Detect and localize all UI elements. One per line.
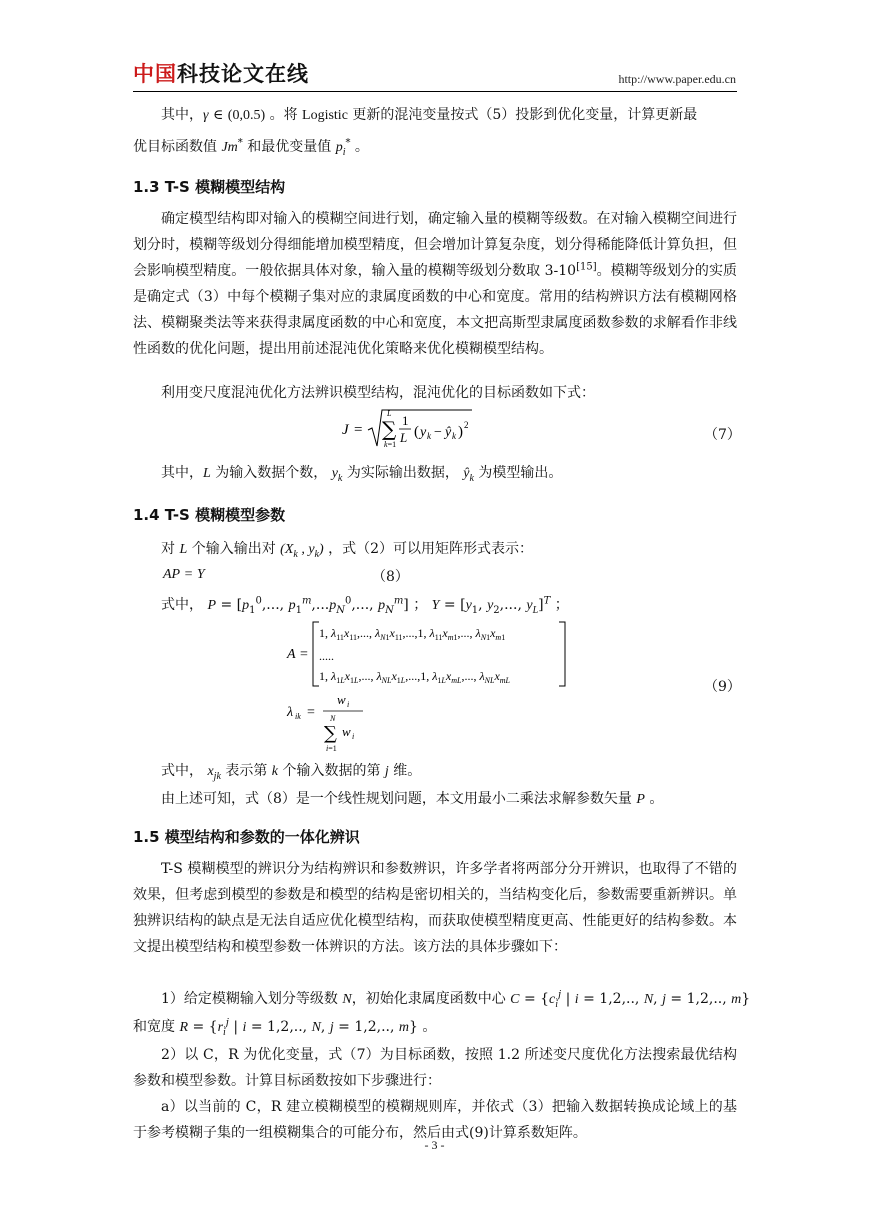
header-rule [133,91,737,92]
svg-text:ik: ik [295,712,301,721]
equation-8: AP = Y [163,567,205,582]
svg-text:N: N [330,714,336,723]
svg-text:∑: ∑ [382,417,397,441]
svg-text:λ: λ [287,705,294,720]
equation-8-where: 式中， $P = [p_1^0$,..., $p_1^m,...p_N^0$,..., $p_N^m$] ； $Y = [y_1$, $y_2$,..., $y_L]^T$ ； [161,595,569,616]
page-number: - 3 - [424,1138,445,1152]
svg-text:.....: ..... [319,649,334,663]
svg-text:L: L [387,409,392,418]
svg-text:w: w [337,692,346,707]
svg-text:=: = [300,647,308,662]
svg-text:A: A [287,647,296,662]
svg-text:1, λ11x11,..., λN1x11,...,1, λ: 1, $\lambda_{11}x_{11}$,..., $\lambda_N1x_{11},...,1$, $\lambda_{11}x_m1$,..., $\lambda_N1x_m1$ [319,626,506,642]
logo-red-part: 中国 [133,62,177,86]
section-1-5-title: 1.5 模型结构和参数的一体化辨识 [133,828,360,846]
section-1-5-step-2: 2）以 C，R 为优化变量，式（7）为目标函数，按照 1.2 所述变尺度优化方法搜索最优结构参数和模型参数。计算目标函数按如下步骤进行： [133,1047,737,1089]
svg-text:1, λ1Lx1L,..., λNLx1L,...,1, λ: 1, $\lambda_1Lx_1L$,..., $\lambda_{NL}x_1L,...,1$, $\lambda_1Lx_{mL}$,..., $\lambda_{NL}x_{mL}$ [319,669,510,685]
header-url[interactable]: http://www.paper.edu.cn [618,72,736,86]
section-1-3-paragraph-2: 利用变尺度混沌优化方法辨识模型结构，混沌优化的目标函数如下式： [161,385,595,401]
svg-text:k: k [427,431,431,441]
svg-text:y: y [420,425,427,440]
svg-text:w: w [342,724,351,739]
svg-text:(: ( [414,424,419,440]
equation-7-number: （7） [704,427,741,443]
journal-logo [133,61,309,87]
section-1-4-conclusion: 由上述可知，式（8）是一个线性规划问题，本文用最小二乘法求解参数矢量 P 。 [161,791,664,807]
logo-black-part: 科技论文在线 [177,62,309,86]
svg-text:L: L [400,430,408,445]
svg-text:i: i [347,700,350,709]
citation: [15] [576,261,597,273]
section-1-4-title: 1.4 T-S 模糊模型参数 [133,506,286,524]
para-text-b: 。模糊等级划分的实质是确定式（3）中每个模糊子集对应的隶属度函数的中心和宽度。常用的结构辨识方法有模糊网格法、模糊聚类法等来获得隶属度函数的中心和宽度，本文把高斯型隶属度函数参数的求解看作非线性函数的优化问题，提出用前述混沌优化策略来优化模糊模型结构。 [133,263,737,357]
svg-text:ŷ: ŷ [445,425,452,440]
svg-text:=: = [307,705,315,720]
section-1-3-title: 1.3 T-S 模糊模型结构 [133,178,286,196]
section-1-5-step-a: a）以当前的 C，R 建立模糊模型的模糊规则库，并依式（3）把输入数据转换成论域上的基于参考模糊子集的一组模糊集合的可能分布，然后由式(9)计算系数矩阵。 [133,1099,737,1141]
svg-text:): ) [458,424,463,440]
svg-text:k=1: k=1 [384,440,397,449]
svg-text:J: J [342,422,349,438]
equation-9-number: （9） [704,679,741,695]
intro-line-2: 优目标函数值 Jm* 和最优变量值 $p_i^*$ 。 [133,137,369,158]
svg-text:=: = [354,422,363,438]
svg-text:i=1: i=1 [326,744,337,753]
svg-text:k: k [452,431,456,441]
section-1-5-paragraph-1: T-S 模糊模型的辨识分为结构辨识和参数辨识，许多学者将两部分分开辨识，也取得了不错的效果，但考虑到模型的参数是和模型的结构是密切相关的，当结构变化后，参数需要重新辨识。单独辨识结构的缺点是无法自适应优化模型结构，而获取使模型精度更高、性能更好的结构参数。本文提出模型结构和模型参数一体辨识的方法。该方法的具体步骤如下： [133,861,737,955]
section-1-4-paragraph-1: 对 L 个输入输出对 ($X_k$ , $y_k$) ，式（2）可以用矩阵形式表示： [161,541,534,560]
svg-text:i: i [352,732,355,741]
equation-7-svg [340,404,540,450]
para-text-a: 确定模型结构即对输入的模糊空间进行划，确定输入量的模糊等级数。在对输入模糊空间进行划分时，模糊等级划分得细能增加模型精度，但会增加计算复杂度，划分得稀能降低计算负担，但会影响模型精度。一般依据具体对象，输入量的模糊等级划分数取 3-10 [133,211,737,279]
intro-paragraph [133,102,737,129]
svg-text:∑: ∑ [324,723,337,744]
intro-line-1: 其中，γ ∈ (0,0.5) 。将 Logistic 更新的混沌变量按式（5）投影到优化变量，计算更新最 [161,107,698,123]
svg-text:−: − [434,425,442,440]
svg-text:2: 2 [464,420,469,430]
section-1-5-step-1-cont: 和宽度 $R = \{r_i^j$ | i = 1,2,.., N, j = 1,2,.., m} 。 [133,1017,437,1038]
equation-7 [340,404,540,450]
equation-8-number: （8） [372,569,409,585]
svg-text:1: 1 [402,413,409,428]
equation-9-svg [285,618,585,758]
equation-9 [285,618,585,758]
section-1-4-xjk: 式中， $x_{jk}$ 表示第 k 个输入数据的第 j 维。 [161,763,422,782]
section-1-5-step-1: 1）给定模糊输入划分等级数 N，初始化隶属度函数中心 $C = \{c_i^j$ | i = 1,2,.., N, j = 1,2,.., m} [161,989,751,1010]
section-1-3-paragraph-1 [133,206,737,362]
section-1-3-where: 其中，L 为输入数据个数， $y_k$ 为实际输出数据， $ŷ_k$ 为模型输出。 [161,465,563,484]
